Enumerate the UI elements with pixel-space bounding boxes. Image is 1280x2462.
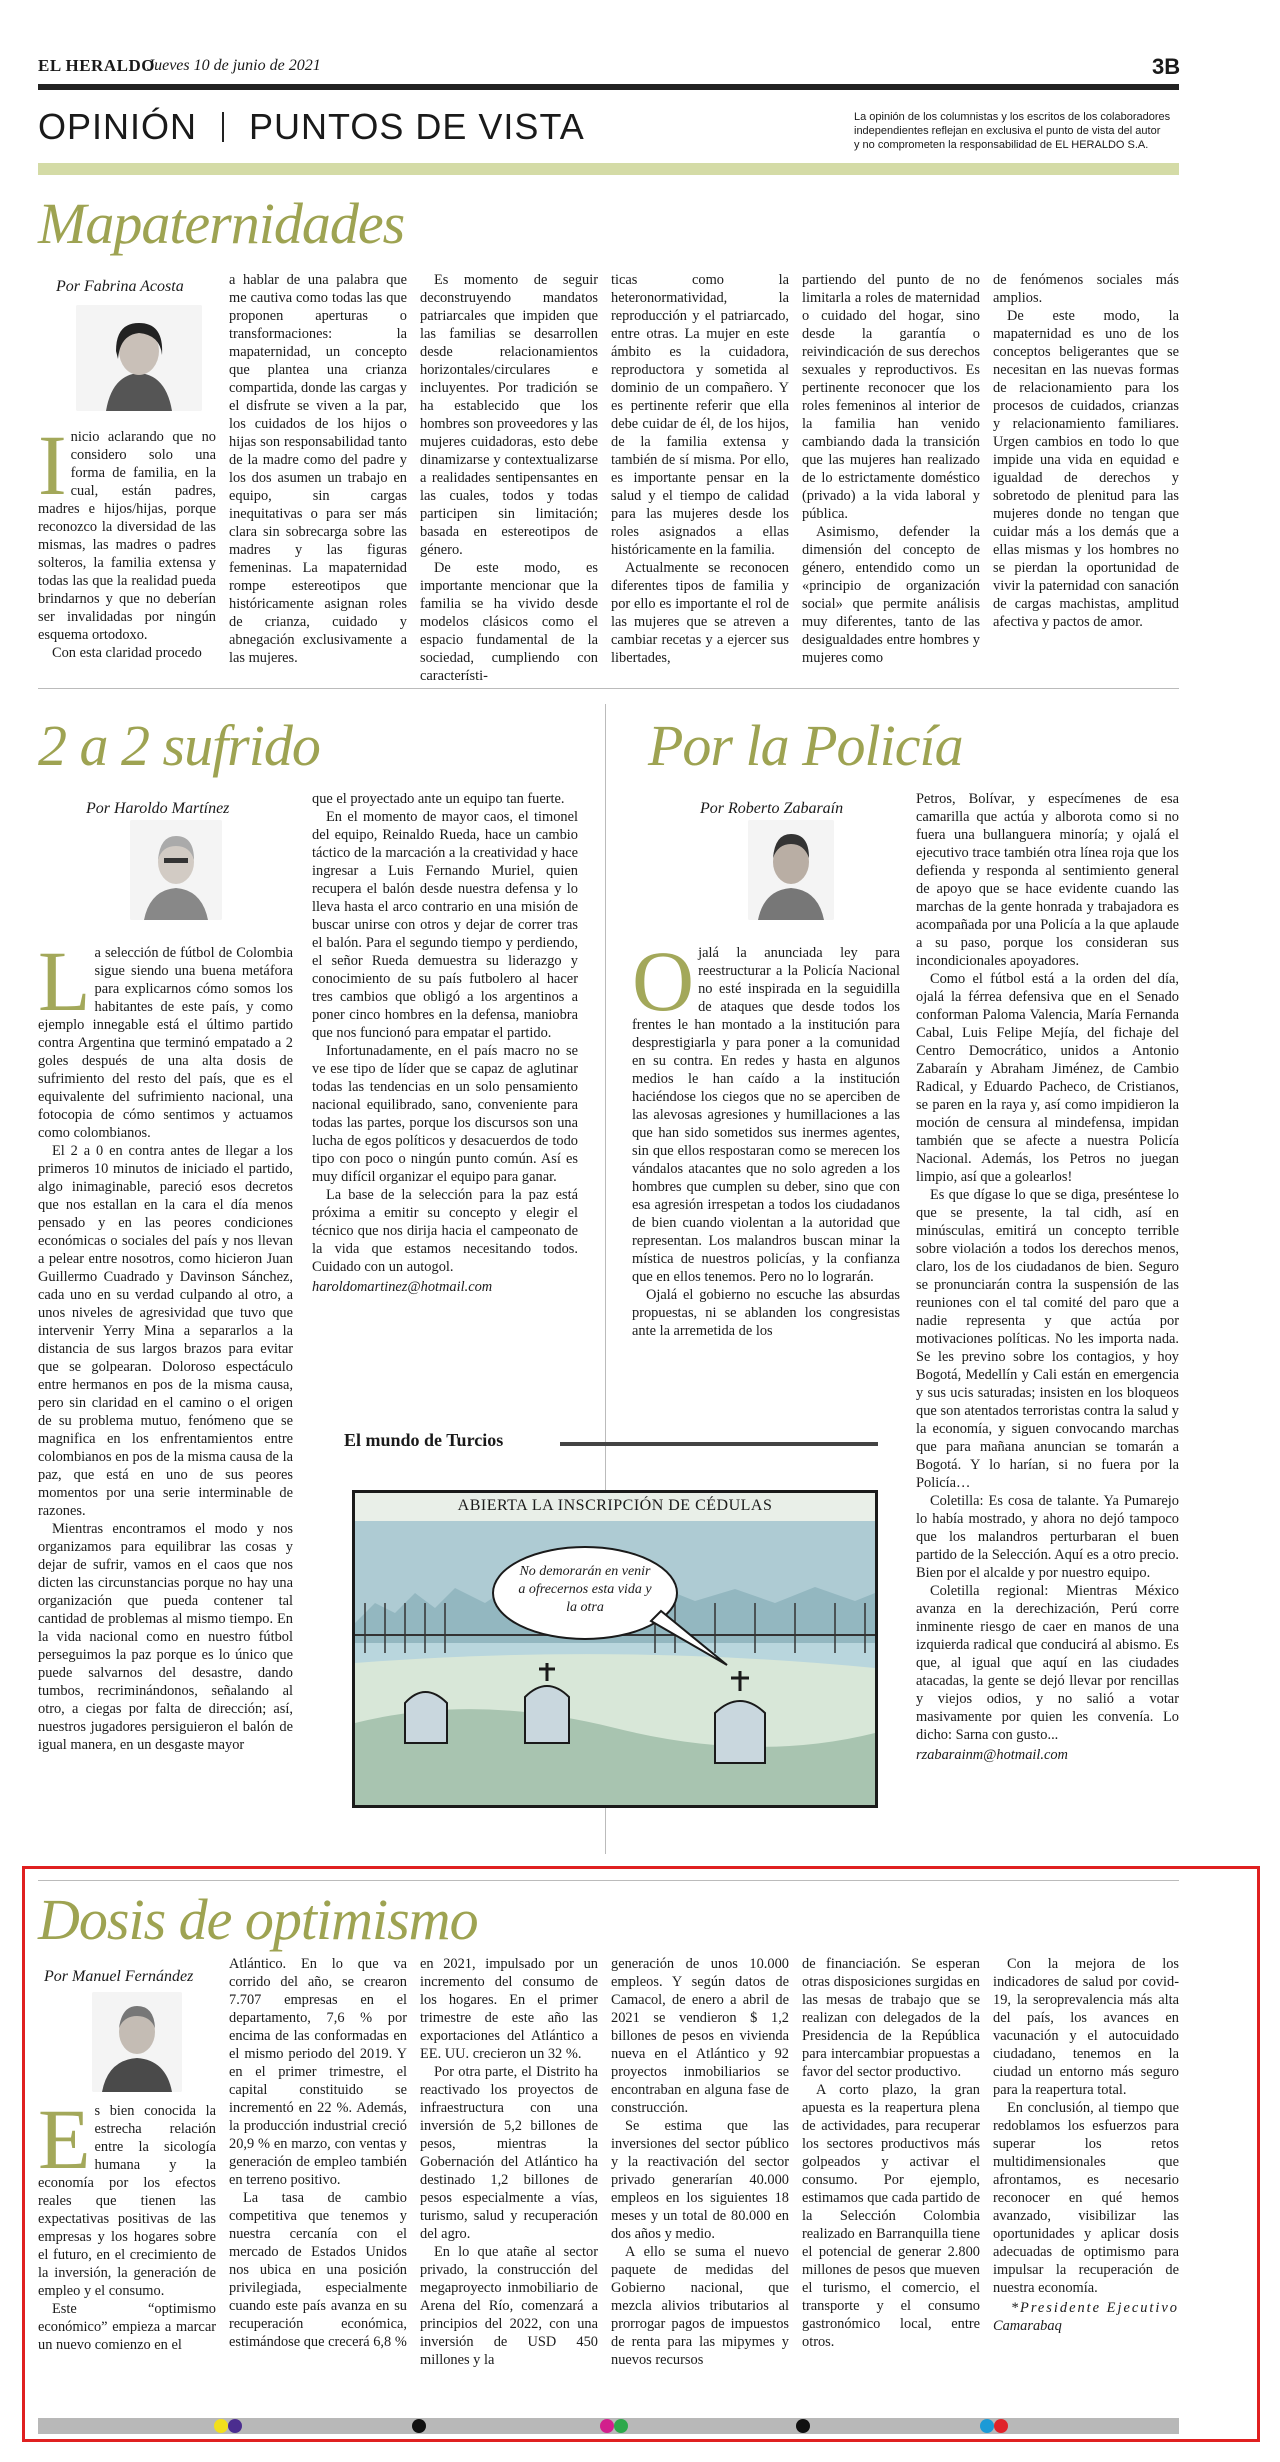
paragraph: Actualmente se reconocen diferentes tipos de familia y por ello es importante el rol de las mujeres que se atreven a cambiar recetas y a ejercer sus libertades,	[611, 560, 789, 666]
disclaimer-line: independientes reflejan en exclusiva el punto de vista del autor	[854, 125, 1161, 137]
article-title: Mapaternidades	[38, 191, 405, 256]
article-byline: Por Fabrina Acosta	[56, 278, 184, 295]
masthead: EL HERALDO	[38, 56, 155, 75]
article-column	[993, 271, 1179, 631]
paragraph: De este modo, es importante mencionar que la familia se ha vivido desde modelos clásicos como el espacio fundamental de la sociedad, cumpliendo con característi-	[420, 560, 598, 684]
article-column	[38, 933, 293, 1754]
paragraph: Es momento de seguir deconstruyendo mandatos patriarcales que impiden que las familias se desarrollen desde relacionamientos horizontales/circulares e incluyentes. Por tradición se ha establecido que los hombres son proveedores y las mujeres cuidadoras, esto debe dinamizarse y contextualizarse a realidades sentipensantes en las cuales, todos y todas participen sin limitación; basada en estereotipos de género.	[420, 272, 598, 558]
paragraph: ticas como la heteronormatividad, la reproducción y el patriarcado, entre otras. La mujer en este ámbito es la cuidadora, reproductora y sometida al dominio de un compañero. Y es pertinente referir que ella debe cuidar de él, de los hijos, de la familia extensa y también de sí misma. Por ello, es importante pensar en la salud y el tiempo de calidad para las mujeres desde los roles asignados a ellas históricamente en la familia.	[611, 272, 789, 558]
cartoon-section-title: El mundo de Turcios	[344, 1430, 504, 1450]
article-column	[993, 1955, 1179, 2335]
author-portrait-icon	[748, 820, 834, 920]
article-title: 2 a 2 sufrido	[38, 713, 320, 778]
paragraph: Por otra parte, el Distrito ha reactivado los proyectos de infraestructura con una inversión de 5,2 billones de pesos, mientras la Gobernación del Atlántico ha destinado 1,2 billones de pesos especialmente a vías, turismo, salud y recuperación del agro.	[420, 2064, 598, 2242]
author-portrait-icon	[76, 305, 202, 411]
paragraph: En conclusión, al tiempo que redoblamos los esfuerzos para superar los retos multidimensionales que afrontamos, es necesario reconocer en qué hemos avanzado, visibilizar las oportunidades y aplicar dosis adecuadas de optimismo para impulsar la recuperación de nuestra economía.	[993, 2100, 1179, 2296]
paragraph: Con esta claridad procedo	[52, 645, 202, 661]
paragraph: a hablar de una palabra que me cautiva como todas las que proponen aperturas o transformaciones: la mapaternidad, un concepto que plantea una crianza compartida, donde las cargas y el disfrute se viven a la par, los cuidados de los hijos o hijas son responsabilidad tanto de la madre como del padre y los dos asumen un trabajo en equipo, sin cargas inequitativas o para ser más clara sin sobrecarga sobre las madres y las figuras femeninas. La mapaternidad rompe estereotipos que históricamente asignan roles de crianza, cuidado y abnegación exclusivamente a las mujeres.	[229, 272, 407, 666]
register-dot-purple	[228, 2419, 242, 2433]
author-photo	[748, 820, 834, 920]
article-column	[38, 2091, 216, 2354]
paragraph: Coletilla: Es cosa de talante. Ya Pumarejo lo había mostrado, y ahora no dejó tampoco que los malandros perturbaran el buen partido de la Selección. Aquí es a otro precio. Bien por el alcalde y por nuestro equipo.	[916, 1493, 1179, 1581]
cartoon-frame	[352, 1490, 878, 1808]
author-portrait-icon	[92, 1992, 182, 2092]
article-column	[802, 1955, 980, 2351]
paragraph: en 2021, impulsado por un incremento del consumo de los hogares. En el primer trimestre de este año las exportaciones del Atlántico a EE. UU. crecieron un 32 %.	[420, 1956, 598, 2062]
register-dot-yellow	[214, 2419, 228, 2433]
drop-cap: I	[38, 417, 67, 513]
register-dot-magenta	[600, 2419, 614, 2433]
paragraph: de financiación. Se esperan otras disposiciones surgidas en las mesas de trabajo que se realizan con delegados de la Presidencia de la República para intercambiar propuestas a favor del sector productivo.	[802, 1956, 980, 2080]
article-title: Dosis de optimismo	[38, 1887, 478, 1952]
author-photo	[92, 1992, 182, 2092]
article-column	[312, 790, 578, 1296]
paragraph: Atlántico. En lo que va corrido del año, se crearon 7.707 empresas en el departamento, 7,6 % por encima de las conformadas en el mismo periodo del 2019. Y en el primer trimestre, el capital constituido se incrementó en 22 %. Además, la producción industrial creció 20,9 % en marzo, con ventas y generación de empleo también en terreno positivo.	[229, 1956, 407, 2188]
paragraph: La tasa de cambio competitiva que tenemos y nuestra cercanía con el mercado de Estados Unidos nos ubica en una posición privilegiada, especialmente cuando este país avanza en su recuperación económica, estimándose que crecerá 6,8 %	[229, 2190, 407, 2350]
paragraph: Es que dígase lo que se diga, preséntese lo que se presente, la tal cidh, así en minúsculas, emitirá un concepto terrible sobre violación a todos los derechos menos, claro, los de los ciudadanos de bien. Seguro se pronunciarán contra la suspensión de las reuniones con el tal comité del paro que a nadie representa y que actúa por motivaciones políticas. No les importa nada. Se les previno sobre los contagios, y hoy Bogotá, Medellín y Cali están en emergencia y sus ucis saturadas; insisten en los bloqueos que son atentados terroristas contra la salud y la economía, y siguen convocando marchas que para mañana anuncian se tomarán a Bogotá. Y lo harían, si no fuera por la Policía…	[916, 1187, 1179, 1491]
author-photo	[130, 820, 222, 920]
cartoon-illustration	[355, 1493, 875, 1805]
disclaimer	[854, 110, 1184, 152]
page-number: 3B	[1152, 54, 1181, 79]
section-divider	[222, 112, 224, 142]
header-rule-top	[38, 84, 1179, 90]
article-column	[916, 790, 1179, 1764]
article-column	[420, 271, 598, 685]
drop-cap: O	[632, 933, 695, 1029]
section-title	[38, 106, 585, 148]
article-byline: Por Roberto Zabaraín	[700, 800, 844, 817]
signature-org: Camarabaq	[993, 2318, 1062, 2334]
paragraph: s bien conocida la estrecha relación entre la sicología humana y la economía por los efectos reales que tienen las expectativas positivas de las empresas y los hogares sobre el futuro, en el crecimiento de la inversión, la generación de empleo y el consumo.	[38, 2103, 216, 2299]
section-opinion: OPINIÓN	[38, 106, 198, 147]
article-byline: Por Manuel Fernández	[44, 1968, 194, 1985]
author-email[interactable]: haroldomartinez@hotmail.com	[312, 1279, 493, 1295]
article-column	[802, 271, 980, 667]
paragraph: a selección de fútbol de Colombia sigue siendo una buena metáfora para explicarnos cómo somos los habitantes de este país, y como ejemplo innegable está el último partido contra Argentina que terminó empatado a 2 goles después de una alta dosis de sufrimiento del resto del país, que es el equivalente del sufrimiento nacional, una fotocopia de cómo sentimos y actuamos como colombianos.	[38, 945, 293, 1141]
disclaimer-line: y no comprometen la responsabilidad de EL HERALDO S.A.	[854, 139, 1149, 151]
paragraph: Se estima que las inversiones del sector público y la reactivación del sector privado generarían 40.000 empleos en los siguientes 18 meses y un total de 80.000 en dos años y medio.	[611, 2118, 789, 2242]
drop-cap: L	[38, 933, 91, 1029]
paragraph: partiendo del punto de no limitarla a roles de maternidad o cuidado del hogar, sino desde la garantía o reivindicación de sus derechos sexuales y reproductivos. Es pertinente reconocer que los roles femeninos al interior de la familia han venido cambiando dada la transición que las mujeres han realizado de lo estrictamente doméstico (privado) a la vida laboral y pública.	[802, 272, 980, 522]
paragraph: Petros, Bolívar, y especímenes de esa camarilla que actúa y alborota como si no fuera una bullanguera minoría; y ojalá el ejecutivo trace también otra línea roja que los defienda y responda al sentimiento general de apoyo que se hace evidente cuando las marchas de la gente honrada y trabajadora es acompañada por una Policía a la que aplaude a su paso, porque los consideran sus incondicionales apoyadores.	[916, 791, 1179, 969]
disclaimer-line: La opinión de los columnistas y los escritos de los colaboradores	[854, 111, 1171, 123]
paragraph: En lo que atañe al sector privado, la construcción del megaproyecto inmobiliario de Arena del Río, comenzará a principios del 2022, con una inversión de USD 450 millones y la	[420, 2244, 598, 2368]
paragraph: Infortunadamente, en el país macro no se ve ese tipo de líder que se capaz de aglutinar todas las tendencias en un solo pensamiento nacional equilibrado, sano, conveniente para todas las partes, porque los discursos son una lucha de egos políticos y desacuerdos de todo tipo con poco o ningún punto común. Así es muy difícil organizar el equipo para ganar.	[312, 1043, 578, 1185]
header-color-bar	[38, 163, 1179, 175]
article-column	[38, 417, 216, 662]
paragraph: jalá la anunciada ley para reestructurar a la Policía Nacional no esté inspirada en la seguidilla de ataques que desde todos los frentes le han montado a la institución para desprestigiarla y para poner a la comunidad en su contra. En redes y hasta en algunos medios le han caído a la institución haciéndose los ciegos que no se aperciben de las alevosas agresiones y humillaciones a las que han sido sometidos sus inermes agentes, sin que ellos respostaran como se merecen los vándalos atacantes que no solo agreden a los hombres que cumplen su deber, sino que con esa agresión irrespetan a todos los ciudadanos de bien cuando violentan a la autoridad que representan. Los malandros buscan minar la mística de nuestros policías, y la confianza que en ellos tenemos. Pero no lo lograrán.	[632, 945, 900, 1285]
paragraph: nicio aclarando que no considero solo una forma de familia, en la cual, están padres, madres e hijos/hijas, porque reconozco la diversidad de las mismas, las madres o padres solteros, la familia extensa y todas las que la realidad pueda brindarnos y que no deberían ser invalidadas por ningún esquema ortodoxo.	[38, 429, 216, 643]
paragraph: A ello se suma el nuevo paquete de medidas del Gobierno nacional, que mezcla alivios tributarios al prorrogar pagos de impuestos de renta para las mipymes y nuevos recursos	[611, 2244, 789, 2368]
section-divider-rule	[38, 1880, 1179, 1881]
issue-date: Jueves 10 de junio de 2021	[147, 57, 321, 74]
article-column	[632, 933, 900, 1340]
article-title: Por la Policía	[648, 713, 963, 778]
section-divider-rule	[38, 688, 1179, 689]
register-dot-black	[796, 2419, 810, 2433]
paragraph: Asimismo, defender la dimensión del concepto de género, entendido como un «principio de organización social» que permite análisis muy diferentes, tanto de las desigualdades entre hombres y mujeres como	[802, 524, 980, 666]
section-puntos: PUNTOS DE VISTA	[249, 106, 585, 147]
register-dot-green	[614, 2419, 628, 2433]
article-column	[229, 1955, 407, 2351]
drop-cap: E	[38, 2091, 91, 2187]
paragraph: Como el fútbol está a la orden del día, ojalá la férrea defensiva que en el Senado conforman Paloma Valencia, María Fernanda Cabal, Luis Felipe Mejía, del fichaje del Centro Democrático, unidos a Antonio Zabaraín y Abraham Jiménez, de Cambio Radical, y Eduardo Pacheco, de Cristianos, se paren en la raya y, así como impidieron la moción de censura al mindefensa, impidan también que se afecte a nuestra Policía Nacional. Además, los Petros no juegan limpio, así que a golearlos!	[916, 971, 1179, 1185]
register-dot-black	[412, 2419, 426, 2433]
author-photo	[76, 305, 202, 411]
author-portrait-icon	[130, 820, 222, 920]
paragraph: De este modo, la mapaternidad es uno de los conceptos beligerantes que se necesitan en las nuevas formas de relacionamiento para los procesos de cuidados, crianzas y relacionamiento familiares. Urgen cambios en todo lo que impide una vida en equidad e igualdad de derechos y sobretodo de plenitud para las mujeres donde no tengan que cuidar más a los demás que a ellas mismas y los hombres no se pierdan la oportunidad de vivir la paternidad con sanación de cargas machistas, amplitud afectiva y pactos de amor.	[993, 308, 1179, 630]
cartoon-speech-bubble: No demorarán en venir a ofrecernos esta vida y la otra	[518, 1564, 652, 1615]
author-email[interactable]: rzabarainm@hotmail.com	[916, 1747, 1068, 1763]
paragraph: Coletilla regional: Mientras México avanza en la derechización, Perú corre inminente riesgo de caer en manos de una izquierda radical que conducirá al abismo. Es que, al igual que aquí en las ciudades atacadas, la gente se dejó llevar por rencillas y viejos odios, y no salió a votar masivamente por quien les convenía. Lo dicho: Sarna con gusto...	[916, 1583, 1179, 1743]
cartoon-banner: ABIERTA LA INSCRIPCIÓN DE CÉDULAS	[457, 1497, 773, 1514]
paragraph: A corto plazo, la gran apuesta es la reapertura plena de actividades, para recuperar los sectores productivos más golpeados y activar el consumo. Por ejemplo, estimamos que cada partido de la Selección Colombia realizado en Barranquilla tiene el potencial de generar 2.800 millones de pesos que mueven el turismo, el comercio, el transporte y el consumo gastronómico local, entre otros.	[802, 2082, 980, 2350]
article-column	[611, 1955, 789, 2369]
paragraph: El 2 a 0 en contra antes de llegar a los primeros 10 minutos de iniciado el partido, algo inimaginable, pareció esos decretos que nos estallan en la cara el día menos pensado y en las peores condiciones económicas o sociales del país y nos llevan a pelear entre nosotros, como hicieron Juan Guillermo Cuadrado y Davinson Sánchez, cada uno en su verdad culpando al otro, a unos niveles de agresividad que tuvo que intervenir Yerry Mina a separarlos a la distancia de sus largos brazos para evitar que se golpearan. Doloroso espectáculo entre hermanos en pos de la misma causa, pero sin claridad en el camino o el origen de su problema mutuo, fenómeno que se magnifica en los enfrentamientos entre colombianos en pos de la misma causa de la paz, que está en uno de sus peores momentos por una serie interminable de razones.	[38, 1143, 293, 1519]
paragraph: Este “optimismo económico” empieza a marcar un nuevo comienzo en el	[38, 2301, 216, 2353]
paragraph: que el proyectado ante un equipo tan fuerte.	[312, 791, 565, 807]
paragraph: La base de la selección para la paz está próxima a emitir su concepto y elegir el técnico que nos dirija hacia el campeonato de la vida que estamos necesitando todos. Cuidado con un autogol.	[312, 1187, 578, 1275]
paragraph: En el momento de mayor caos, el timonel del equipo, Reinaldo Rueda, hace un cambio táctico de la marcación a la creatividad y hace ingresar a Luis Fernando Muriel, quien recupera el balón desde nuestra defensa y lo lleva hasta el arco contrario en una misión de buscar unirse con otros y dejar de correr tras el balón. Para el segundo tiempo y perdiendo, el señor Rueda demuestra su liderazgo y conocimiento de su país futbolero al hacer tres cambios que obligó a los argentinos a poner cinco hombres en la defensa, maniobra que nos funcionó para empatar el partido.	[312, 809, 578, 1041]
article-column	[420, 1955, 598, 2369]
paragraph: Mientras encontramos el modo y nos organizamos para equilibrar las cosas y dejar de sufrir, vamos en el caos que nos dicten las circunstancias porque no hay una organización que pueda contener tal cantidad de problemas al mismo tiempo. En la vida nacional como en nuestro fútbol perseguimos la paz porque es lo único que puede salvarnos del desastre, dando tumbos, recriminándonos, señalando al otro, a ciegas por falta de dirección; así, nuestros jugadores persiguieron el balón de igual manera, en un desgaste mayor	[38, 1521, 293, 1753]
register-dot-red	[994, 2419, 1008, 2433]
cartoon-title-rule	[560, 1442, 878, 1446]
paragraph: generación de unos 10.000 empleos. Y según datos de Camacol, de enero a abril de 2021 se vendieron $ 1,2 billones de pesos en vivienda nueva en el Atlántico y 92 proyectos inmobiliarios se encontraban en alguna fase de construcción.	[611, 1956, 789, 2116]
article-column	[229, 271, 407, 667]
article-column	[611, 271, 789, 667]
register-dot-cyan	[980, 2419, 994, 2433]
paragraph: de fenómenos sociales más amplios.	[993, 272, 1179, 306]
signature-title: *Presidente Ejecutivo	[1010, 2300, 1179, 2316]
article-byline: Por Haroldo Martínez	[86, 800, 230, 817]
paragraph: Ojalá el gobierno no escuche las absurdas propuestas, ni se ablanden los congresistas ante la arremetida de los	[632, 1287, 900, 1339]
paragraph: Con la mejora de los indicadores de salud por covid-19, la seroprevalencia más alta del país, los avances en vacunación y el autocuidado ciudadano, tenemos en la ciudad un entorno más seguro para la reapertura total.	[993, 1956, 1179, 2098]
